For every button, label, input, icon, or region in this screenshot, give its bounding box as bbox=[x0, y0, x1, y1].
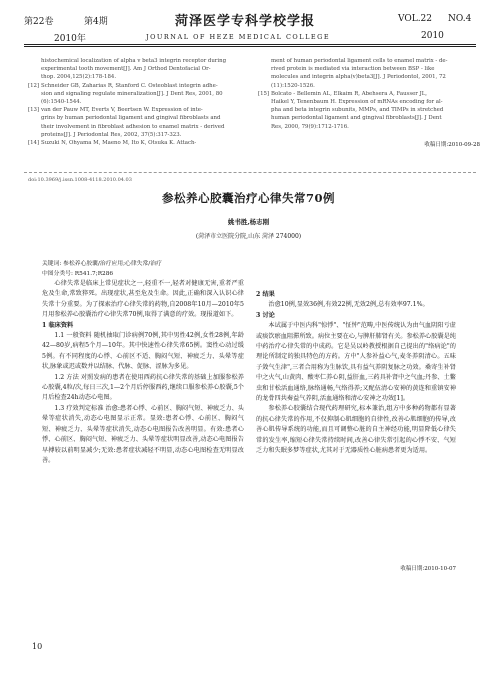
ref-line: human periodontal ligament and gingival fibroblasts[J]. J Dent bbox=[271, 115, 442, 122]
ref-line: molecules and integrin alpha(v)beta3[J]. J Periodontol, 2001, 72 bbox=[271, 74, 446, 81]
section-heading-results: 2 结果 bbox=[256, 291, 275, 298]
ref-line: [14] Suzuki N, Ohyama M, Maeno M, Ito K, Otsuka K. Attach- bbox=[28, 140, 197, 147]
ref-line: [13] van der Pauw MT, Everts V, Beertsen W. Expression of inte- bbox=[28, 107, 203, 114]
received-date: 收稿日期:2010-10-07 bbox=[400, 566, 456, 572]
affiliation: (菏泽市立医院分院,山东 菏泽 274000) bbox=[195, 233, 302, 240]
classification-number: 中图分类号: R541.7;R286 bbox=[42, 271, 114, 277]
ref-line: grins by human periodontal ligament and gingival fibroblasts and bbox=[41, 115, 221, 122]
paragraph-criteria: 1.3 疗效判定标准 治愈:患者心悸、心前区、胸闷气短、神疲乏力、头晕等症状消失,动态心电图显示正常。显效:患者心悸、心前区、胸闷气短、神疲乏力、头晕等症状消失,动态心电图报告改善明显。有效:患者心悸、心前区、胸闷气短、神疲乏力、头晕等症状明显改善,动态心电图报告早搏较以前明显减少;无效:患者症状减轻不明显,动态心电图检查无明显改善。 bbox=[42, 404, 244, 464]
ref-line: [12] Schneider GB, Zaharias R, Stanford C. Osteoblast integrin adhe- bbox=[28, 82, 218, 89]
paragraph-discussion: 本试属于中医内科"惊悸"、"怔忡"范畴,中医传统认为由气血阴阳亏虚或痰饮瘀血阻滞所致。病位主要在心,与脾肝肺肾有关。参松养心胶囊是纯中药治疗心律失常的中成药。它是吴以岭教授根据自己提出的"络病论"的理论所制定的独具特色的方药。方中"人参补益心气,麦冬养阴清心。五味子敛气生津",三者合用称为生脉饮,具有益气养阴复脉之功效。桑寄生补肾中之火气,山黄肉、酸枣仁养心阴,益肝血,三药具补肾中之气血;丹参、土鳖虫和甘松活血通络,脉络通畅,气络得养;又配伍清心安神的黄连和重镇安神的龙骨四共奏益气养阴,活血通络和清心安神之功效[1]。 bbox=[256, 322, 456, 403]
issue-en: NO.4 bbox=[448, 14, 472, 24]
ref-line: [15] Bolcato - Bellemin AL, Elkaim R, Abehsera A, Fausser JL, bbox=[258, 90, 428, 97]
section-heading-discussion: 3 讨论 bbox=[256, 311, 275, 319]
paragraph-method: 1.2 方法 对照发病的患者在使用西药抗心律失常的基础上加服参松养心胶囊,4粒/次,每日三次,1—2个月后停服西药,继续口服参松养心胶囊,5个月后检查24h动态心电图。 bbox=[42, 373, 244, 402]
doi: doi:10.3969/j.issn.1008-4118.2010.04.03 bbox=[28, 177, 132, 183]
ref-line: (6):1540-1544. bbox=[41, 99, 82, 106]
ref-line: Res, 2000, 79(9):1712-1716. bbox=[271, 123, 349, 130]
volume-en: VOL.22 bbox=[398, 14, 433, 24]
page-number: 10 bbox=[32, 642, 43, 651]
volume-label: 第22卷 bbox=[24, 17, 54, 27]
keywords: 关键词: 参松养心胶囊/治疗应用;心律失常/治疗 bbox=[42, 261, 162, 267]
ref-line: rived protein is mediated via interaction between BSP - like bbox=[271, 66, 435, 73]
journal-title-en: JOURNAL OF HEZE MEDICAL COLLEGE bbox=[146, 33, 331, 41]
ref-line: histochemical localization of alpha v beta3 integrin receptor during bbox=[41, 58, 227, 64]
received-date-prev: 收稿日期:2010-09-28 bbox=[424, 142, 480, 148]
year-left: 2010年 bbox=[54, 34, 86, 44]
header-rule-thin bbox=[24, 46, 476, 47]
article-separator bbox=[24, 172, 476, 173]
journal-title-cn: 菏泽医学专科学校学报 bbox=[175, 14, 316, 29]
ref-line: pha and beta integrin subunits, MMPs, and TIMPs in stretched bbox=[271, 107, 444, 114]
article-title: 参松养心胶囊治疗心律失常70例 bbox=[161, 191, 335, 205]
ref-line: experimental tooth movement[J]. Am J Orthod Dentofacial Or- bbox=[41, 66, 211, 73]
issue-label: 第4期 bbox=[84, 17, 108, 27]
references-right bbox=[258, 57, 478, 131]
paragraph-results: 治愈10例,显效36例,有效22例,无效2例,总有效率97.1%。 bbox=[268, 301, 429, 309]
ref-line: thop. 2004,125(2):178-184. bbox=[41, 74, 117, 81]
section-heading-clinical: 1 临床资料 bbox=[42, 321, 74, 329]
body-left-column bbox=[42, 279, 244, 466]
header-rule bbox=[24, 44, 476, 45]
ref-line: proteins[J]. J Periodontal Res, 2002, 37(5):317-323. bbox=[41, 131, 182, 138]
ref-line: ment of human periodontal ligament cells to enamel matrix - de- bbox=[271, 58, 448, 64]
paragraph-intro: 心律失常是临床上常见症状之一,轻重不一,轻者对健康无害,重者严重危及生命,常致猝死。出现症状,甚至危及生命。因此,正确和深入认识心律失常十分重要。为了探索治疗心律失常的药物,自2008年10月—2010年5月用参松养心胶囊治疗心律失常70例,取得了满意的疗效。现报道如下。 bbox=[42, 280, 244, 319]
year-right: 2010 bbox=[421, 31, 444, 41]
ref-line: sion and signaling regulate mineralization[J]. J Dent Res, 2001, 80 bbox=[41, 90, 223, 97]
paragraph-conclusion: 参松养心胶囊结合现代药理研究,标本兼治,组方中多种药物都有显著的抗心律失常的作用,不仅抑制心肌细胞的自律性,改善心肌细胞的传导,改善心肌传导系统的功能,而且可调整心脏的自主神经功能,明显降低心律失常的发生率,缩短心律失常持续时间,改善心律失常引起的心悸不安、气短乏力和失眠多梦等症状,尤其对于无器质性心脏病患者更为适用。 bbox=[256, 405, 456, 455]
authors: 姚书胜,杨志刚 bbox=[227, 218, 270, 226]
ref-line: (11):1520-1526. bbox=[271, 82, 315, 89]
references-left bbox=[28, 57, 248, 147]
ref-line: Haikel Y, Tenenbaum H. Expression of mRNAs encoding for al- bbox=[271, 99, 443, 106]
ref-line: their involvement in fibroblast adhesion to enamel matrix - derived bbox=[41, 123, 225, 130]
body-right-column bbox=[256, 290, 456, 457]
paragraph-general: 1.1 一般资料 随机抽取门诊病例70例,其中男性42例,女性28例,年龄42—80岁,病程5个月—10年。其中快速性心律失常65例。窦性心动过缓5例。有不同程度的心悸、心前区不适、胸闷气短、神疲乏力、头晕等症状,脉象或迟或数并以结脉、代脉、促脉、涩脉为多见。 bbox=[42, 332, 244, 371]
